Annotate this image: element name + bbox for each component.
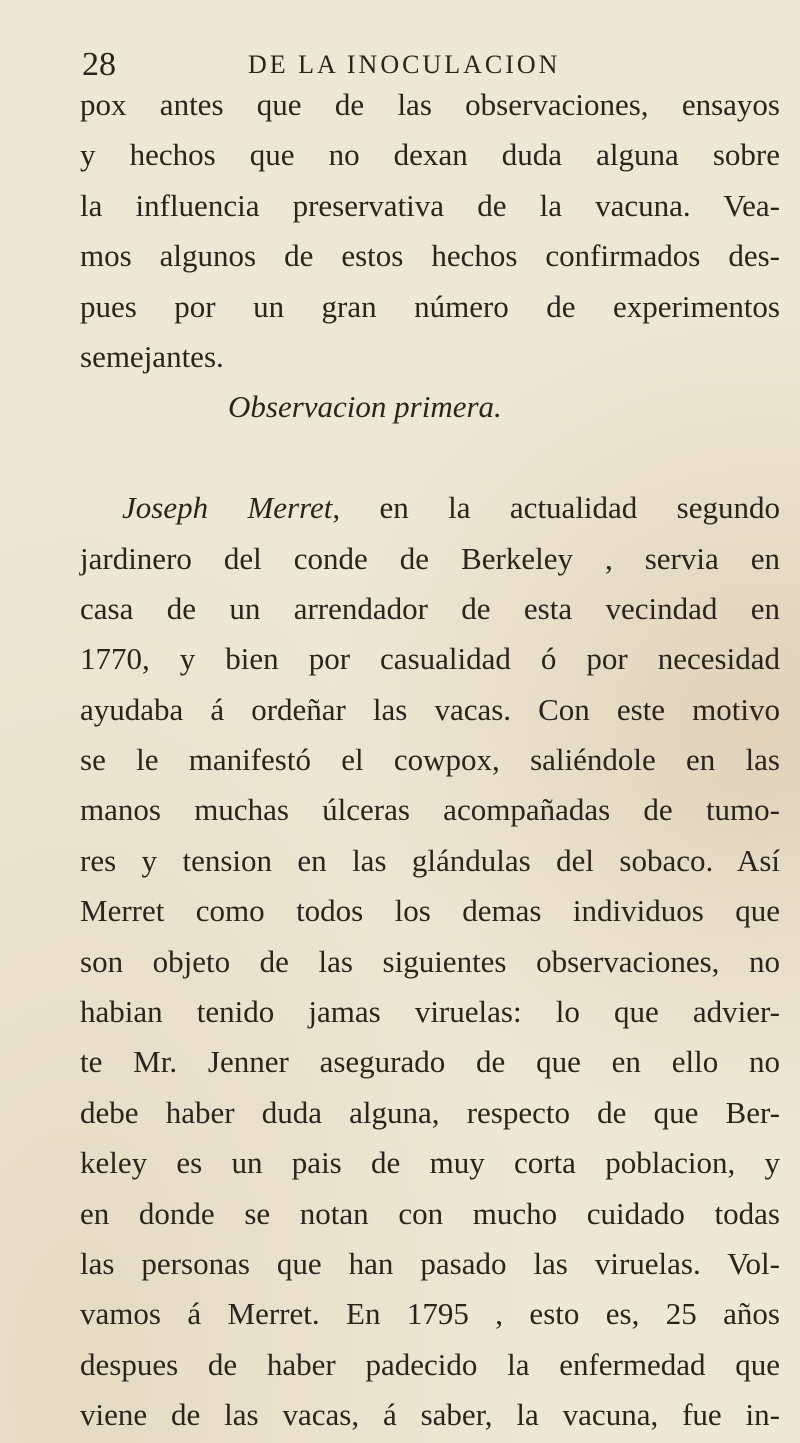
text-fragment: , en la actualidad segundo (332, 490, 780, 526)
text-line: la influencia preservativa de la vacuna. Vea- (80, 187, 780, 223)
text-line: en donde se notan con mucho cuidado todas (80, 1195, 780, 1231)
text-line: Merret como todos los demas individuos que (80, 893, 780, 929)
text-line: debe haber duda alguna, respecto de que Ber- (80, 1094, 780, 1130)
text-line: manos muchas úlceras acompañadas de tumo- (80, 792, 780, 828)
text-line: te Mr. Jenner asegurado de que en ello no (80, 1044, 780, 1080)
text-line: jardinero del conde de Berkeley , servia en (80, 540, 780, 576)
person-name: Joseph Merret (122, 490, 333, 526)
text-line: se le manifestó el cowpox, saliéndole en las (80, 742, 780, 778)
text-line: keley es un pais de muy corta poblacion, y (80, 1145, 780, 1181)
text-line: viene de las vacas, á saber, la vacuna, fue in- (80, 1397, 780, 1433)
text-line: semejantes. (80, 338, 224, 374)
text-line: mos algunos de estos hechos confirmados des- (80, 238, 780, 274)
text-line: vamos á Merret. En 1795 , esto es, 25 años (80, 1296, 780, 1332)
text-line: pues por un gran número de experimentos (80, 288, 780, 324)
section-gap (80, 433, 780, 483)
text-line: res y tension en las glándulas del sobaco. Así (80, 842, 780, 878)
text-line: casa de un arrendador de esta vecindad en (80, 590, 780, 626)
section-title: Observacion primera. (228, 389, 502, 425)
running-head-title: DE LA INOCULACION (248, 50, 561, 79)
paragraph-first-line (80, 483, 780, 533)
text-line: despues de haber padecido la enfermedad que (80, 1346, 780, 1382)
text-line: ayudaba á ordeñar las vacas. Con este motivo (80, 691, 780, 727)
text-line: habian tenido jamas viruelas: lo que advier- (80, 994, 780, 1030)
text-line: pox antes que de las observaciones, ensayos (80, 87, 780, 122)
text-line: 1770, y bien por casualidad ó por necesidad (80, 641, 780, 677)
body-text (80, 80, 780, 1441)
text-line: y hechos que no dexan duda alguna sobre (80, 137, 780, 173)
text-line: son objeto de las siguientes observaciones, no (80, 943, 780, 979)
page-number: 28 (82, 46, 116, 83)
text-line: las personas que han pasado las viruelas. Vol- (80, 1245, 780, 1281)
